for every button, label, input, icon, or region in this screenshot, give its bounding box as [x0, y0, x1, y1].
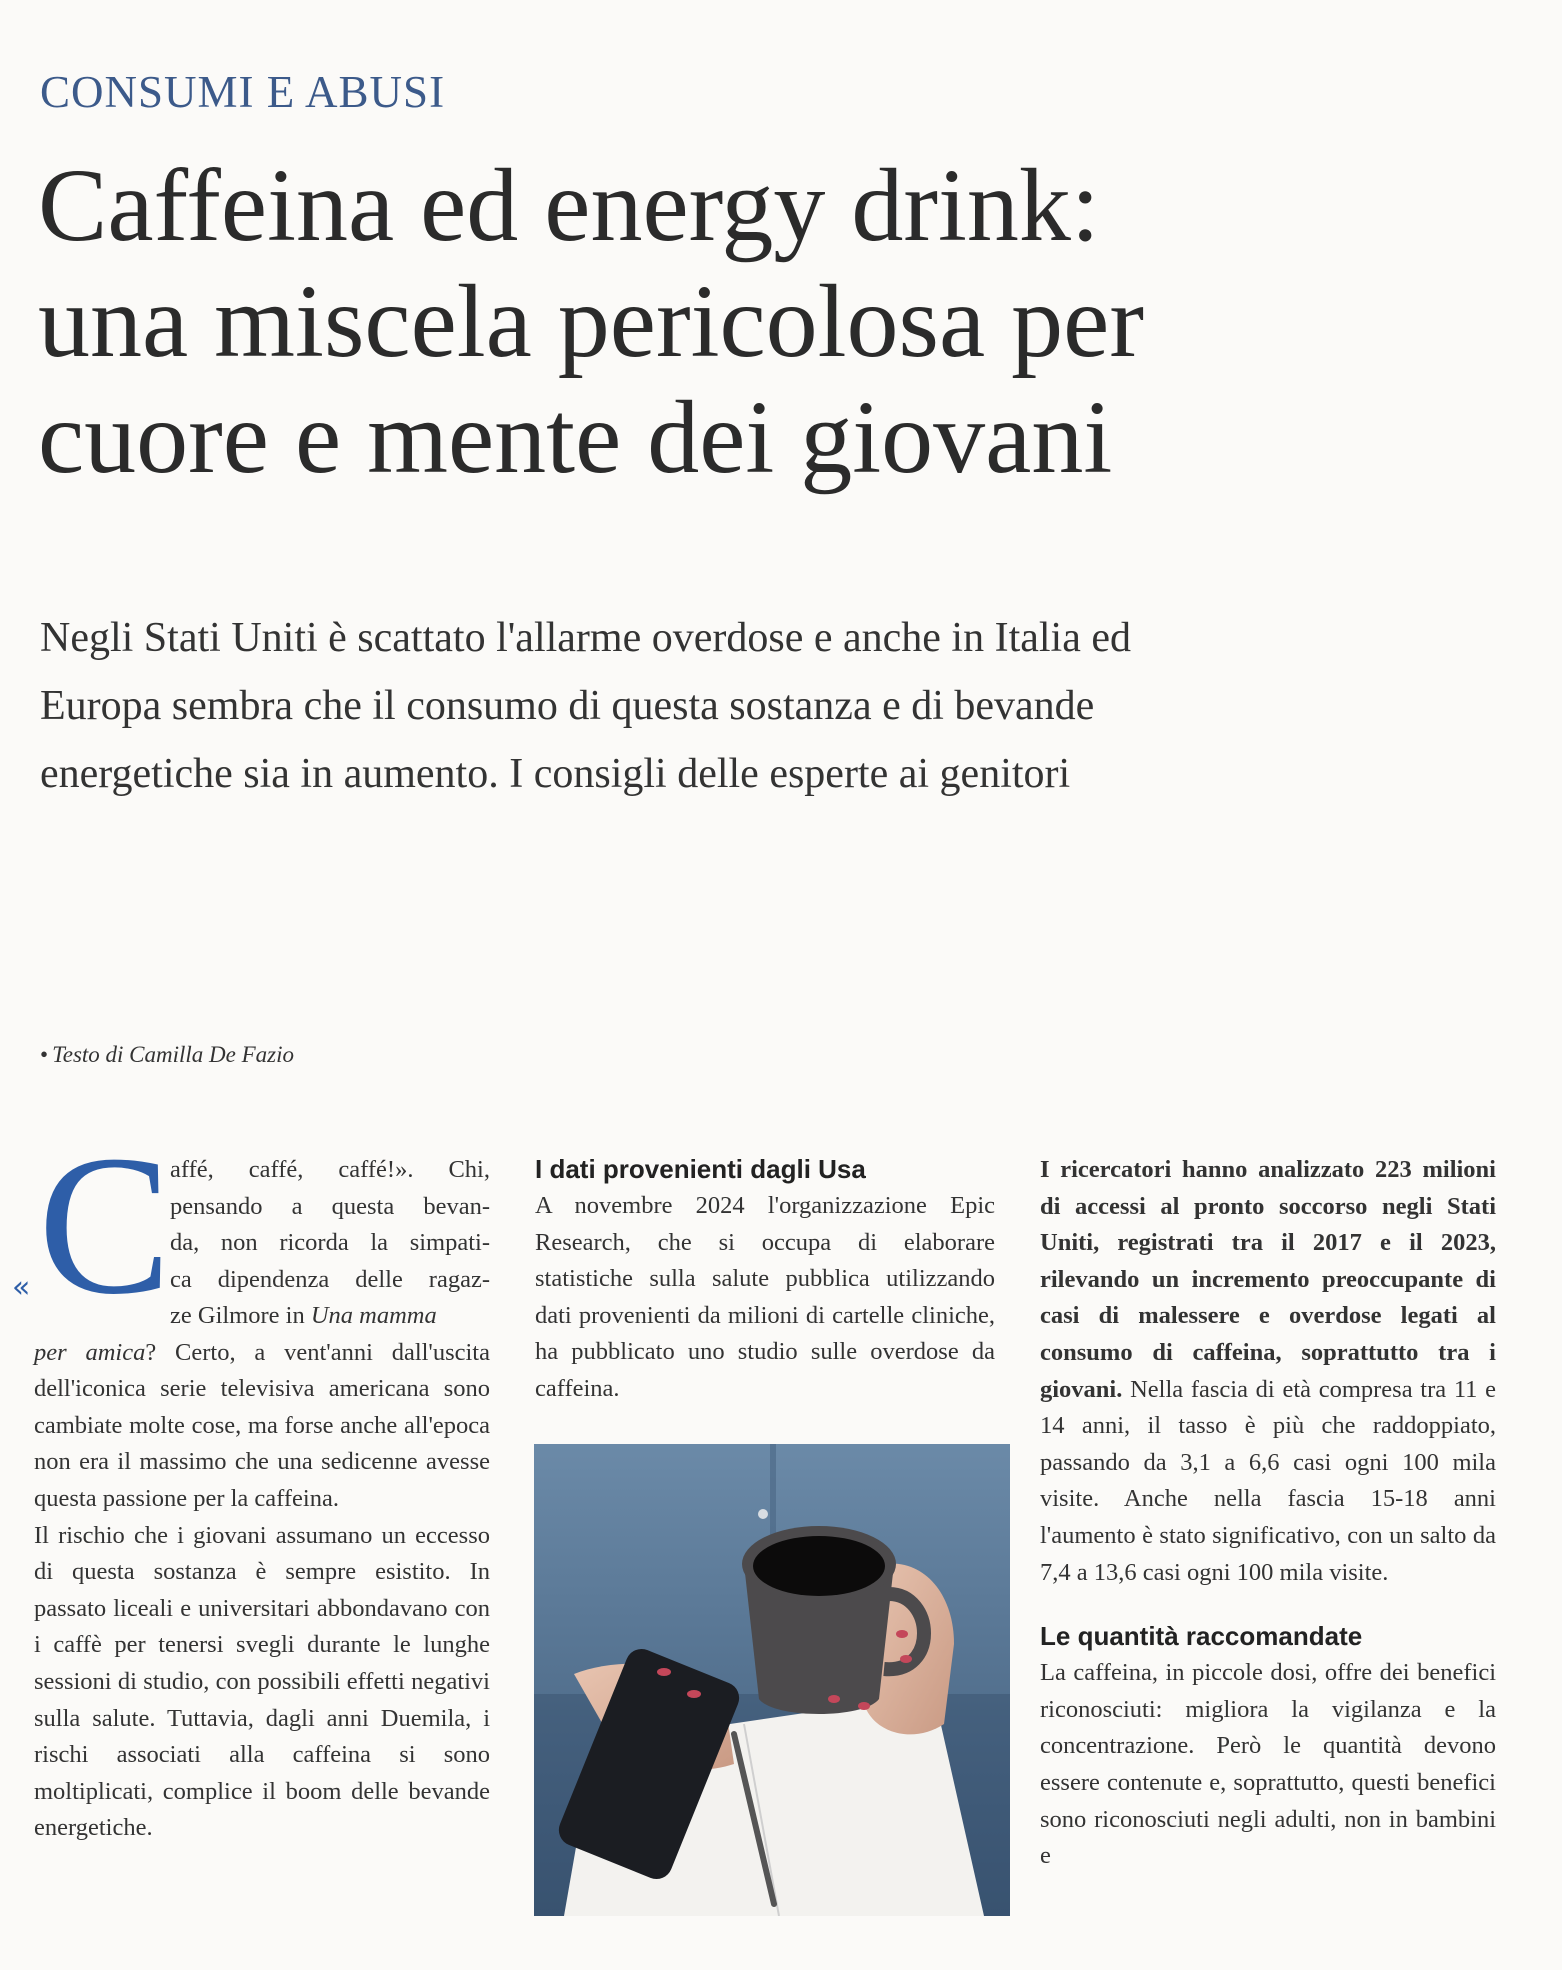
title-line: cuore e mente dei giovani: [38, 380, 1113, 495]
column-2: [535, 1152, 995, 1408]
paragraph-text: ? Certo, a vent'anni dall'uscita dell'iconica serie televisiva americana sono cambiate molte cose, ma forse anche all'epoca non era il massimo che una sedicenne avesse questa passione per la caffeina.: [34, 1338, 490, 1512]
paragraph: La caffeina, in piccole dosi, offre dei benefici riconosciuti: migliora la vigilanza e la concentrazione. Però le quantità devono essere contenute e, soprattutto, questi benefici sono riconosciuti negli adulti, non in bambini e: [1040, 1659, 1496, 1870]
italic-title: Una mamma: [310, 1302, 437, 1329]
column-3: [1040, 1152, 1496, 1875]
text-line: affé, caffé, caffé!». Chi,: [170, 1156, 490, 1183]
text-line: da, non ricorda la simpati-: [170, 1229, 490, 1257]
article-subtitle: [40, 604, 1480, 808]
text-fragment: ze Gilmore in: [170, 1302, 311, 1329]
byline-bullet: •: [40, 1042, 49, 1067]
title-line: una miscela pericolosa per: [38, 264, 1144, 379]
subtitle-line: Europa sembra che il consumo di questa sostanza e di bevande: [40, 683, 1095, 729]
section-heading: Le quantità raccomandate: [1040, 1621, 1363, 1652]
paragraph: A novembre 2024 l'organizzazione Epic Research, che si occupa di elaborare statistiche sulla salute pubblica utilizzando dati provenienti da milioni di cartelle cliniche, ha pubblicato uno studio sulle overdose da caffeina.: [535, 1192, 995, 1402]
bold-lead: I ricercatori hanno analizzato 223 milioni di accessi al pronto soccorso negli Stati Uniti, registrati tra il 2017 e il 2023, rilevando un incremento preoccupante di casi di malessere e overdose legati al consumo di caffeina, soprattutto tra i giovani.: [1040, 1156, 1496, 1403]
paragraph: Il rischio che i giovani assumano un eccesso di questa sostanza è sempre esistito. In passato liceali e universitari abbondavano con i caffè per tenersi svegli durante le lunghe sessioni di studio, con possibili effetti negativi sulla salute. Tuttavia, dagli anni Duemila, i rischi associati alla caffeina si sono moltiplicati, complice il boom delle bevande energetiche.: [34, 1521, 490, 1842]
dropcap-lines: [170, 1152, 490, 1298]
title-line: Caffeina ed energy drink:: [38, 148, 1100, 263]
drop-cap: C: [38, 1115, 172, 1336]
section-kicker: CONSUMI E ABUSI: [40, 67, 446, 117]
section-heading: I dati provenienti dagli Usa: [535, 1154, 866, 1184]
article-title: [38, 148, 1498, 496]
byline: [40, 1042, 294, 1068]
subtitle-line: Negli Stati Uniti è scattato l'allarme overdose e anche in Italia ed: [40, 615, 1131, 661]
italic-title: per amica: [34, 1338, 146, 1366]
paragraph: [1040, 1152, 1496, 1591]
photo-illustration: [534, 1444, 1010, 1916]
guillemet-icon: «: [12, 1270, 31, 1305]
paragraph: [34, 1335, 490, 1518]
byline-text: Testo di Camilla De Fazio: [52, 1042, 295, 1067]
paragraph-text: Nella fascia di età compresa tra 11 e 14 anni, il tasso è più che raddoppiato, passando da 3,1 a 6,6 casi ogni 100 mila visite. Anche nella fascia 15-18 anni l'aumento è stato significativo, con un salto da 7,4 a 13,6 casi ogni 100 mila visite.: [1040, 1375, 1496, 1586]
text-line: ca dipendenza delle ragaz-: [170, 1265, 490, 1293]
coffee-phone-photo: [534, 1444, 1010, 1916]
subtitle-line: energetiche sia in aumento. I consigli delle esperte ai genitori: [40, 751, 1071, 797]
column-1: [12, 1115, 490, 1847]
text-line: pensando a questa bevan-: [170, 1192, 490, 1220]
